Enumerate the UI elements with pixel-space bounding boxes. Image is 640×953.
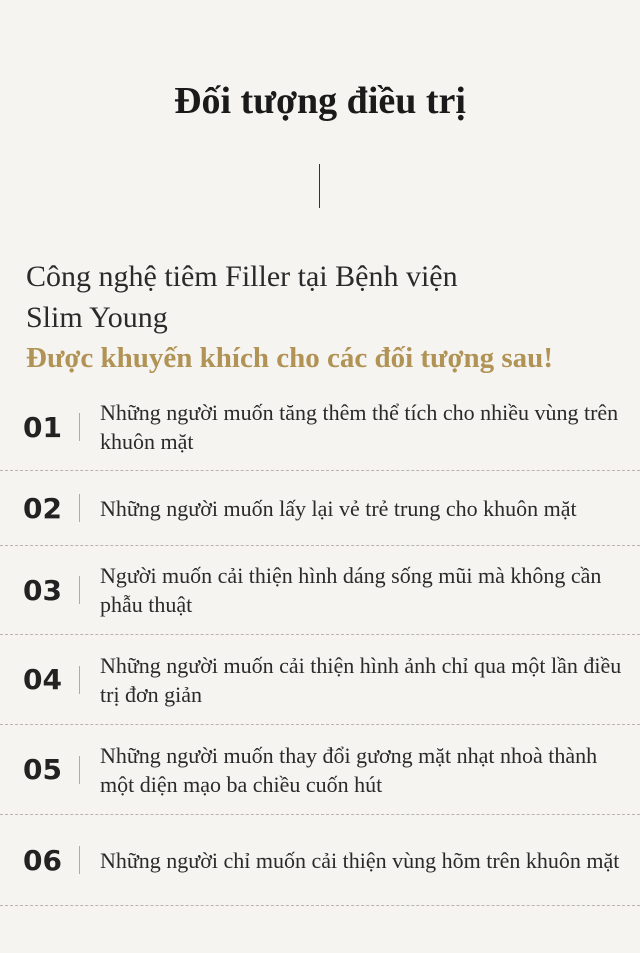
- item-number: 03: [23, 573, 62, 607]
- list-item: [0, 635, 640, 725]
- item-separator: [79, 494, 80, 522]
- item-text: Những người muốn thay đổi gương mặt nhạt nhoà thành một diện mạo ba chiều cuốn hút: [100, 742, 598, 797]
- item-separator: [79, 576, 80, 604]
- title-divider: [319, 164, 320, 208]
- list-item: [0, 546, 640, 635]
- list-item: [0, 471, 640, 546]
- item-text: Những người chỉ muốn cải thiện vùng hõm trên khuôn mặt: [100, 847, 620, 873]
- intro-block: [26, 256, 626, 378]
- intro-line-1: Công nghệ tiêm Filler tại Bệnh viện: [26, 260, 458, 293]
- item-number: 02: [23, 491, 62, 525]
- list-item: [0, 384, 640, 471]
- item-number: 06: [23, 843, 62, 877]
- item-text: Những người muốn tăng thêm thể tích cho nhiều vùng trên khuôn mặt: [100, 400, 619, 454]
- item-number: 04: [23, 663, 62, 696]
- list-item: [0, 815, 640, 906]
- candidate-list: [0, 384, 640, 906]
- item-separator: [79, 413, 80, 441]
- item-text: Những người muốn cải thiện hình ảnh chỉ qua một lần điều trị đơn giản: [100, 652, 622, 707]
- list-item: [0, 725, 640, 815]
- item-separator: [79, 666, 80, 694]
- intro-highlight: Được khuyến khích cho các đối tượng sau!: [26, 342, 553, 374]
- intro-line-2: Slim Young: [26, 301, 168, 334]
- item-text: Người muốn cải thiện hình dáng sống mũi mà không cần phẫu thuật: [100, 563, 602, 617]
- item-number: 05: [23, 753, 62, 786]
- item-separator: [79, 846, 80, 874]
- page-title: Đối tượng điều trị: [174, 80, 466, 122]
- item-text: Những người muốn lấy lại vẻ trẻ trung cho khuôn mặt: [100, 495, 577, 521]
- item-separator: [79, 756, 80, 784]
- item-number: 01: [23, 410, 62, 444]
